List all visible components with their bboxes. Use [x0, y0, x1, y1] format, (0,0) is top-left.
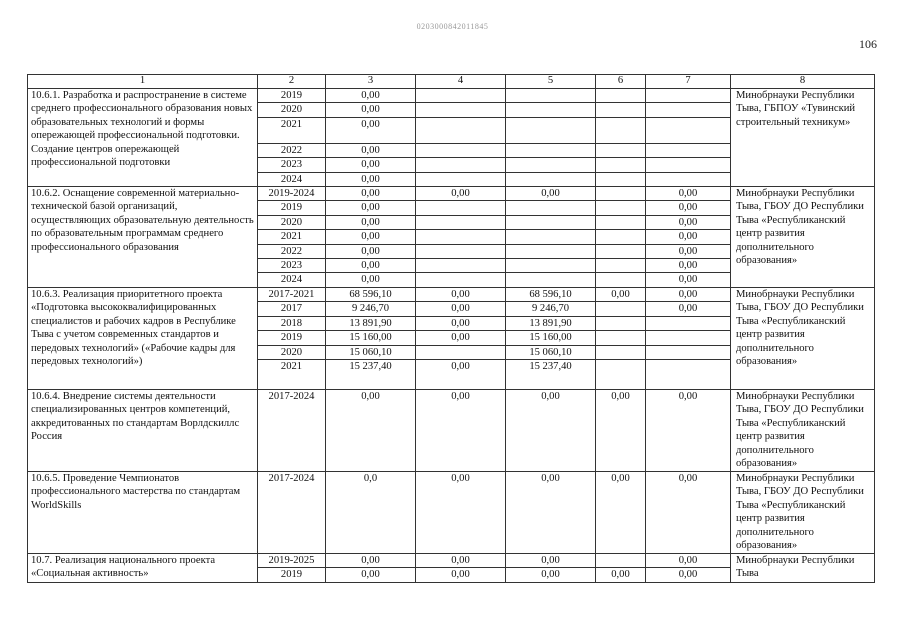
amount-cell [646, 158, 731, 172]
amount-cell [416, 345, 506, 359]
period-cell: 2019 [258, 568, 326, 582]
period-cell: 2019-2025 [258, 553, 326, 567]
amount-cell [646, 316, 731, 330]
amount-cell [596, 201, 646, 215]
period-cell: 2023 [258, 158, 326, 172]
amount-cell [506, 230, 596, 244]
amount-cell: 0,00 [326, 244, 416, 258]
amount-cell [646, 103, 731, 117]
responsible-executor: Минобрнауки Республики Тыва [731, 553, 875, 582]
period-cell: 2017-2024 [258, 389, 326, 471]
amount-cell [506, 201, 596, 215]
amount-cell [596, 331, 646, 345]
amount-cell: 0,00 [646, 244, 731, 258]
amount-cell: 0,00 [416, 389, 506, 471]
amount-cell [416, 244, 506, 258]
amount-cell: 13 891,90 [506, 316, 596, 330]
amount-cell [416, 259, 506, 273]
amount-cell: 0,00 [326, 143, 416, 157]
amount-cell: 0,00 [326, 89, 416, 103]
amount-cell [596, 117, 646, 143]
amount-cell: 0,00 [326, 568, 416, 582]
amount-cell: 13 891,90 [326, 316, 416, 330]
amount-cell: 0,00 [646, 230, 731, 244]
amount-cell: 0,00 [506, 568, 596, 582]
column-number: 7 [646, 75, 731, 89]
amount-cell [416, 143, 506, 157]
amount-cell: 15 237,40 [506, 359, 596, 389]
period-cell: 2020 [258, 345, 326, 359]
page-number: 106 [859, 37, 877, 51]
period-cell: 2017-2024 [258, 471, 326, 553]
amount-cell: 0,00 [326, 103, 416, 117]
amount-cell: 15 060,10 [326, 345, 416, 359]
responsible-executor: Минобрнауки Республики Тыва, ГБОУ ДО Республики Тыва «Республиканский центр развития дополнительного образования» [731, 187, 875, 288]
period-cell: 2021 [258, 359, 326, 389]
amount-cell [596, 553, 646, 567]
amount-cell [416, 103, 506, 117]
table-row [28, 389, 875, 471]
amount-cell [596, 230, 646, 244]
column-number: 3 [326, 75, 416, 89]
amount-cell [416, 273, 506, 287]
amount-cell [596, 244, 646, 258]
period-cell: 2022 [258, 143, 326, 157]
column-number: 8 [731, 75, 875, 89]
amount-cell: 0,00 [326, 117, 416, 143]
period-cell: 2021 [258, 117, 326, 143]
amount-cell: 0,00 [646, 215, 731, 229]
column-number: 2 [258, 75, 326, 89]
period-cell: 2018 [258, 316, 326, 330]
amount-cell [416, 117, 506, 143]
amount-cell [416, 201, 506, 215]
amount-cell: 0,00 [646, 187, 731, 201]
amount-cell [506, 259, 596, 273]
amount-cell: 0,00 [506, 389, 596, 471]
amount-cell: 0,00 [596, 389, 646, 471]
amount-cell: 0,00 [326, 201, 416, 215]
column-number: 6 [596, 75, 646, 89]
amount-cell [596, 316, 646, 330]
activity-description: 10.6.1. Разработка и распространение в системе среднего профессионального образования новых образовательных технологий и формы опережающей профессиональной подготовки. Создание центров опережающей профессиональной подготовки [28, 89, 258, 187]
amount-cell: 15 060,10 [506, 345, 596, 359]
amount-cell [416, 230, 506, 244]
amount-cell: 0,00 [646, 568, 731, 582]
amount-cell: 0,00 [326, 273, 416, 287]
amount-cell [506, 244, 596, 258]
amount-cell [596, 89, 646, 103]
amount-cell: 15 160,00 [326, 331, 416, 345]
amount-cell [416, 215, 506, 229]
amount-cell [646, 117, 731, 143]
document-code: 0203000842011845 [416, 22, 489, 31]
amount-cell: 0,00 [416, 553, 506, 567]
period-cell: 2017 [258, 302, 326, 316]
column-number: 4 [416, 75, 506, 89]
amount-cell [596, 273, 646, 287]
amount-cell [646, 172, 731, 186]
amount-cell: 68 596,10 [326, 287, 416, 301]
amount-cell: 0,0 [326, 471, 416, 553]
amount-cell [506, 158, 596, 172]
amount-cell: 0,00 [416, 187, 506, 201]
amount-cell [506, 215, 596, 229]
column-number: 5 [506, 75, 596, 89]
amount-cell: 0,00 [646, 287, 731, 301]
amount-cell [596, 143, 646, 157]
amount-cell: 0,00 [416, 331, 506, 345]
amount-cell: 9 246,70 [326, 302, 416, 316]
amount-cell [416, 89, 506, 103]
budget-table [27, 74, 875, 583]
amount-cell [506, 89, 596, 103]
amount-cell [596, 215, 646, 229]
amount-cell: 0,00 [326, 553, 416, 567]
responsible-executor: Минобрнауки Республики Тыва, ГБОУ ДО Республики Тыва «Республиканский центр развития дополнительного образования» [731, 471, 875, 553]
amount-cell: 0,00 [326, 389, 416, 471]
amount-cell [646, 143, 731, 157]
period-cell: 2017-2021 [258, 287, 326, 301]
responsible-executor: Минобрнауки Республики Тыва, ГБОУ ДО Республики Тыва «Республиканский центр развития дополнительного образования» [731, 389, 875, 471]
amount-cell [646, 89, 731, 103]
amount-cell: 0,00 [416, 471, 506, 553]
amount-cell [596, 103, 646, 117]
amount-cell: 0,00 [506, 553, 596, 567]
responsible-executor: Минобрнауки Республики Тыва, ГБПОУ «Тувинский строительный техникум» [731, 89, 875, 187]
column-number: 1 [28, 75, 258, 89]
table-row [28, 287, 875, 301]
amount-cell: 0,00 [326, 215, 416, 229]
amount-cell: 9 246,70 [506, 302, 596, 316]
amount-cell [596, 302, 646, 316]
amount-cell: 0,00 [646, 553, 731, 567]
responsible-executor: Минобрнауки Республики Тыва, ГБОУ ДО Республики Тыва «Республиканский центр развития дополнительного образования» [731, 287, 875, 389]
table-row [28, 471, 875, 553]
amount-cell: 0,00 [646, 389, 731, 471]
amount-cell: 0,00 [596, 471, 646, 553]
amount-cell [506, 273, 596, 287]
amount-cell: 68 596,10 [506, 287, 596, 301]
period-cell: 2022 [258, 244, 326, 258]
column-number-row [28, 75, 875, 89]
amount-cell [596, 259, 646, 273]
amount-cell: 0,00 [326, 259, 416, 273]
period-cell: 2024 [258, 172, 326, 186]
amount-cell: 0,00 [646, 201, 731, 215]
amount-cell: 0,00 [596, 568, 646, 582]
period-cell: 2019 [258, 331, 326, 345]
activity-description: 10.6.3. Реализация приоритетного проекта «Подготовка высококвалифицированных специалистов и рабочих кадров в Республике Тыва с учетом современных стандартов и передовых технологий» («Рабочие кадры для передовых технологий») [28, 287, 258, 389]
amount-cell [596, 158, 646, 172]
amount-cell: 0,00 [416, 568, 506, 582]
table-row [28, 553, 875, 567]
amount-cell [596, 172, 646, 186]
amount-cell [646, 331, 731, 345]
amount-cell: 0,00 [646, 471, 731, 553]
amount-cell: 0,00 [326, 187, 416, 201]
amount-cell: 15 237,40 [326, 359, 416, 389]
period-cell: 2019 [258, 201, 326, 215]
amount-cell [596, 187, 646, 201]
activity-description: 10.7. Реализация национального проекта «Социальная активность» [28, 553, 258, 582]
amount-cell: 0,00 [416, 359, 506, 389]
amount-cell [646, 345, 731, 359]
period-cell: 2024 [258, 273, 326, 287]
table-row [28, 187, 875, 201]
activity-description: 10.6.5. Проведение Чемпионатов профессионального мастерства по стандартам WorldSkills [28, 471, 258, 553]
amount-cell: 0,00 [326, 158, 416, 172]
amount-cell: 15 160,00 [506, 331, 596, 345]
amount-cell [506, 117, 596, 143]
amount-cell: 0,00 [416, 316, 506, 330]
amount-cell: 0,00 [326, 230, 416, 244]
amount-cell: 0,00 [646, 259, 731, 273]
amount-cell [596, 359, 646, 389]
amount-cell: 0,00 [506, 471, 596, 553]
amount-cell [596, 345, 646, 359]
table-row [28, 89, 875, 103]
period-cell: 2021 [258, 230, 326, 244]
amount-cell: 0,00 [646, 302, 731, 316]
table-body [28, 75, 875, 583]
amount-cell [416, 172, 506, 186]
amount-cell: 0,00 [326, 172, 416, 186]
amount-cell: 0,00 [416, 302, 506, 316]
amount-cell: 0,00 [646, 273, 731, 287]
amount-cell: 0,00 [416, 287, 506, 301]
amount-cell [416, 158, 506, 172]
period-cell: 2019-2024 [258, 187, 326, 201]
period-cell: 2023 [258, 259, 326, 273]
period-cell: 2019 [258, 89, 326, 103]
amount-cell [646, 359, 731, 389]
activity-description: 10.6.2. Оснащение современной материально-технической базой организаций, осуществляющих образовательную деятельность по образовательным программам среднего профессионального образования [28, 187, 258, 288]
amount-cell [506, 172, 596, 186]
amount-cell [506, 143, 596, 157]
amount-cell [506, 103, 596, 117]
activity-description: 10.6.4. Внедрение системы деятельности специализированных центров компетенций, аккредитованных по стандартам Ворлдскиллс Россия [28, 389, 258, 471]
period-cell: 2020 [258, 215, 326, 229]
amount-cell: 0,00 [506, 187, 596, 201]
amount-cell: 0,00 [596, 287, 646, 301]
period-cell: 2020 [258, 103, 326, 117]
